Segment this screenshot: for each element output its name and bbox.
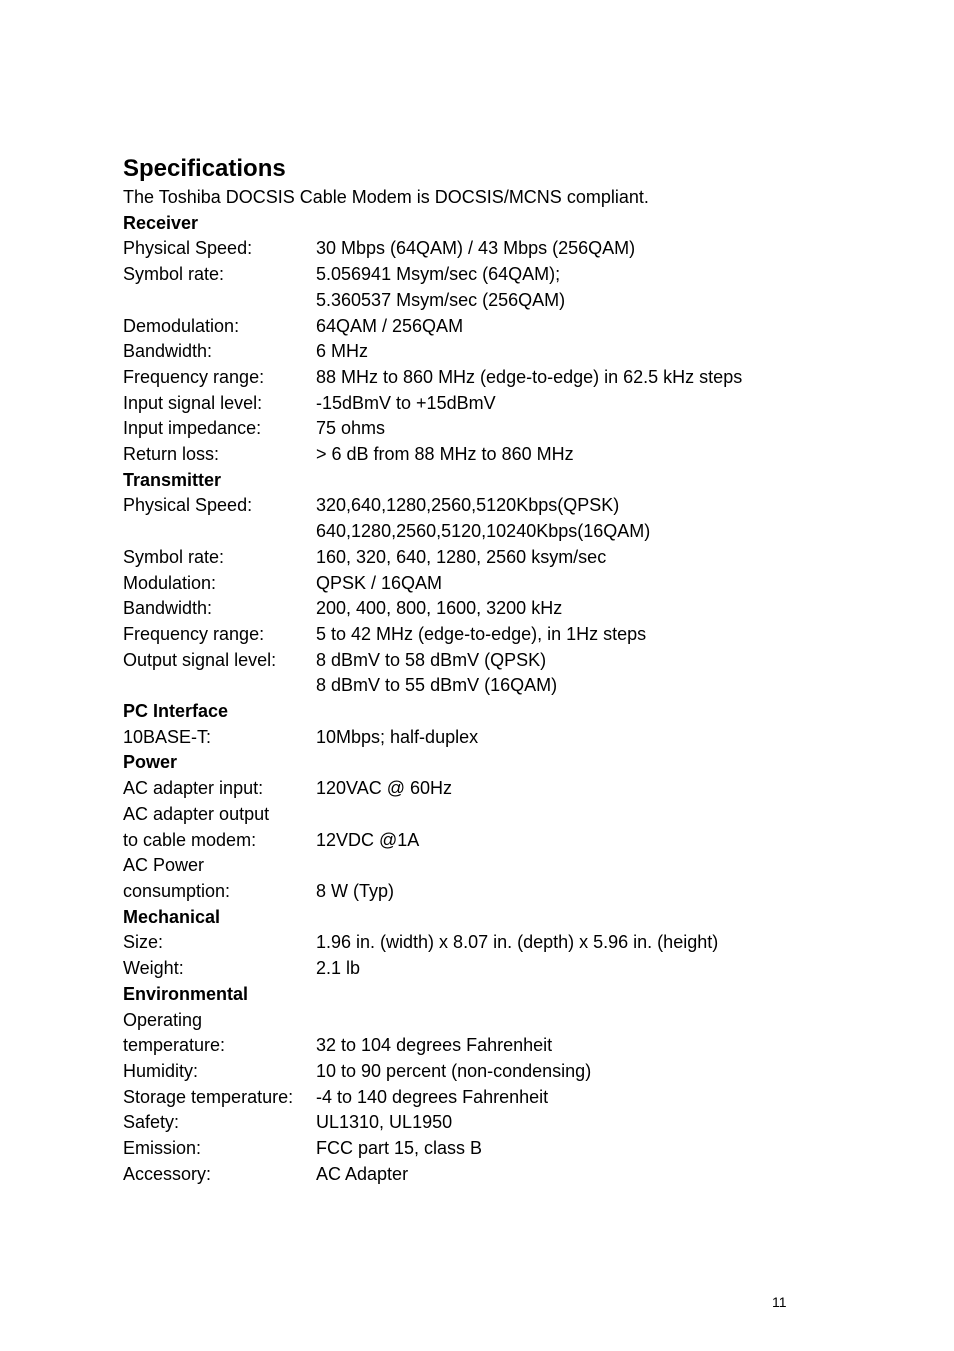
spec-row bbox=[123, 673, 843, 699]
spec-label: Accessory: bbox=[123, 1163, 212, 1184]
spec-row bbox=[123, 493, 843, 519]
spec-row bbox=[123, 956, 843, 982]
spec-label: Modulation: bbox=[123, 572, 217, 593]
section-heading: Mechanical bbox=[123, 906, 221, 927]
spec-row bbox=[123, 1059, 843, 1085]
spec-label: Storage temperature: bbox=[123, 1086, 294, 1107]
spec-label: Emission: bbox=[123, 1138, 202, 1159]
spec-value: 5.056941 Msym/sec (64QAM); bbox=[316, 264, 561, 285]
spec-row bbox=[123, 879, 843, 905]
spec-value: 75 ohms bbox=[316, 418, 386, 439]
spec-label: Frequency range: bbox=[123, 623, 265, 644]
spec-label bbox=[123, 288, 316, 314]
spec-label: Humidity: bbox=[123, 1060, 199, 1081]
spec-value: UL1310, UL1950 bbox=[316, 1112, 453, 1133]
spec-value: 200, 400, 800, 1600, 3200 kHz bbox=[316, 598, 563, 619]
spec-row bbox=[123, 1008, 843, 1034]
spec-label: consumption: bbox=[123, 880, 231, 901]
spec-value: 160, 320, 640, 1280, 2560 ksym/sec bbox=[316, 546, 607, 567]
spec-row bbox=[123, 828, 843, 854]
spec-value: FCC part 15, class B bbox=[316, 1138, 483, 1159]
spec-row bbox=[123, 1033, 843, 1059]
spec-label bbox=[123, 519, 316, 545]
spec-row bbox=[123, 236, 843, 262]
spec-row bbox=[123, 776, 843, 802]
spec-row bbox=[123, 288, 843, 314]
spec-row bbox=[123, 416, 843, 442]
spec-label: AC adapter output bbox=[123, 803, 270, 824]
spec-row bbox=[123, 571, 843, 597]
spec-value: 30 Mbps (64QAM) / 43 Mbps (256QAM) bbox=[316, 238, 636, 259]
section-heading: PC Interface bbox=[123, 701, 229, 722]
spec-label: Return loss: bbox=[123, 444, 220, 465]
spec-label: AC Power bbox=[123, 855, 205, 876]
section-heading: Environmental bbox=[123, 983, 249, 1004]
spec-value: 8 dBmV to 58 dBmV (QPSK) bbox=[316, 649, 547, 670]
spec-row bbox=[123, 314, 843, 340]
spec-value: 10 to 90 percent (non-condensing) bbox=[316, 1060, 592, 1081]
page-title: Specifications bbox=[123, 155, 286, 182]
spec-value bbox=[316, 1008, 843, 1034]
spec-label: Operating bbox=[123, 1009, 203, 1030]
spec-label: Safety: bbox=[123, 1112, 180, 1133]
spec-sections bbox=[123, 211, 843, 1188]
intro-text: The Toshiba DOCSIS Cable Modem is DOCSIS/MCNS compliant. bbox=[123, 187, 649, 207]
spec-value: 6 MHz bbox=[316, 341, 369, 362]
spec-row bbox=[123, 622, 843, 648]
spec-row bbox=[123, 1085, 843, 1111]
spec-value: 1.96 in. (width) x 8.07 in. (depth) x 5.96 in. (height) bbox=[316, 932, 719, 953]
spec-label: Symbol rate: bbox=[123, 546, 225, 567]
spec-row bbox=[123, 262, 843, 288]
spec-value: 320,640,1280,2560,5120Kbps(QPSK) bbox=[316, 495, 620, 516]
spec-label: 10BASE-T: bbox=[123, 726, 212, 747]
spec-value: 8 dBmV to 55 dBmV (16QAM) bbox=[316, 675, 558, 696]
spec-value: 120VAC @ 60Hz bbox=[316, 778, 453, 799]
spec-value: 10Mbps; half-duplex bbox=[316, 726, 479, 747]
spec-label: AC adapter input: bbox=[123, 778, 264, 799]
spec-value: 64QAM / 256QAM bbox=[316, 315, 464, 336]
spec-label: Physical Speed: bbox=[123, 495, 253, 516]
spec-value: 88 MHz to 860 MHz (edge-to-edge) in 62.5 kHz steps bbox=[316, 366, 743, 387]
spec-label: Frequency range: bbox=[123, 366, 265, 387]
spec-label: Output signal level: bbox=[123, 649, 277, 670]
spec-value: 8 W (Typ) bbox=[316, 880, 395, 901]
spec-label bbox=[123, 673, 316, 699]
spec-label: Bandwidth: bbox=[123, 598, 213, 619]
spec-row bbox=[123, 930, 843, 956]
spec-label: Input signal level: bbox=[123, 392, 263, 413]
spec-row bbox=[123, 519, 843, 545]
spec-row bbox=[123, 1110, 843, 1136]
spec-label: Input impedance: bbox=[123, 418, 262, 439]
spec-row bbox=[123, 365, 843, 391]
spec-label: Bandwidth: bbox=[123, 341, 213, 362]
spec-row bbox=[123, 442, 843, 468]
spec-label: Symbol rate: bbox=[123, 264, 225, 285]
spec-label: temperature: bbox=[123, 1035, 226, 1056]
section-heading: Receiver bbox=[123, 212, 199, 233]
spec-value: QPSK / 16QAM bbox=[316, 572, 443, 593]
spec-value: 5 to 42 MHz (edge-to-edge), in 1Hz steps bbox=[316, 623, 647, 644]
spec-row bbox=[123, 648, 843, 674]
spec-row bbox=[123, 802, 843, 828]
page-content bbox=[123, 153, 843, 1187]
spec-value: -15dBmV to +15dBmV bbox=[316, 392, 496, 413]
spec-value: > 6 dB from 88 MHz to 860 MHz bbox=[316, 444, 574, 465]
spec-row bbox=[123, 339, 843, 365]
spec-value: -4 to 140 degrees Fahrenheit bbox=[316, 1086, 549, 1107]
section-heading: Power bbox=[123, 752, 178, 773]
page-number: 11 bbox=[772, 1294, 787, 1310]
spec-value: AC Adapter bbox=[316, 1163, 409, 1184]
spec-row bbox=[123, 1136, 843, 1162]
spec-row bbox=[123, 391, 843, 417]
spec-label: Physical Speed: bbox=[123, 238, 253, 259]
spec-value bbox=[316, 802, 843, 828]
spec-value: 640,1280,2560,5120,10240Kbps(16QAM) bbox=[316, 521, 651, 542]
spec-label: Weight: bbox=[123, 958, 184, 979]
spec-value bbox=[316, 853, 843, 879]
spec-label: to cable modem: bbox=[123, 829, 257, 850]
spec-label: Demodulation: bbox=[123, 315, 240, 336]
spec-row bbox=[123, 725, 843, 751]
spec-label: Size: bbox=[123, 932, 164, 953]
spec-value: 2.1 lb bbox=[316, 958, 361, 979]
spec-value: 5.360537 Msym/sec (256QAM) bbox=[316, 289, 566, 310]
section-heading: Transmitter bbox=[123, 469, 222, 490]
spec-row bbox=[123, 545, 843, 571]
spec-row bbox=[123, 1162, 843, 1188]
spec-value: 12VDC @1A bbox=[316, 829, 420, 850]
spec-value: 32 to 104 degrees Fahrenheit bbox=[316, 1035, 553, 1056]
spec-row bbox=[123, 853, 843, 879]
spec-row bbox=[123, 596, 843, 622]
